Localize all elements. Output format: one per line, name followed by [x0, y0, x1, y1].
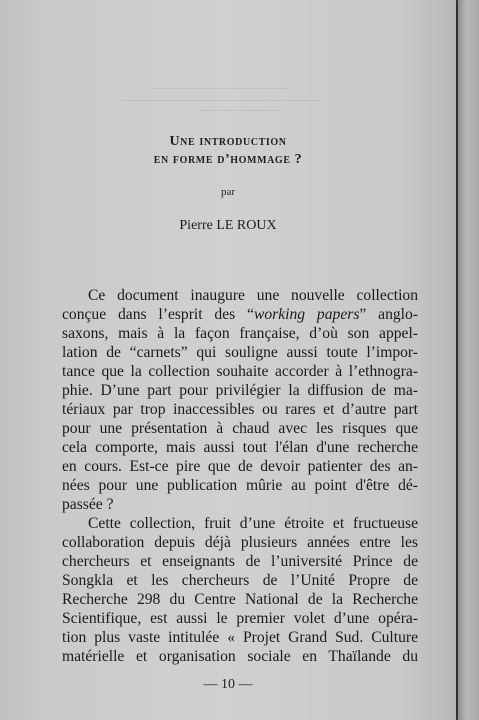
italic-phrase: working papers	[253, 306, 360, 323]
page-number: — 10 —	[203, 677, 253, 692]
body-line: en cours. Est-ce pire que de devoir patienter des an-	[62, 458, 418, 475]
body-line: Recherche 298 du Centre National de la Recherche	[62, 591, 418, 608]
body-line: phie. D’une part pour privilégier la diffusion de ma-	[62, 382, 418, 399]
adjacent-page-edge	[458, 0, 479, 720]
body-line: Cette collection, fruit d’une étroite et fructueuse	[88, 515, 418, 532]
body-line: cela comporte, mais aussi tout l'élan d'une recherche	[62, 439, 418, 456]
body-line: saxons, mais à la façon française, d’où son appel-	[62, 325, 418, 342]
body-line: tance que la collection souhaite accorder à l’ethnogra-	[62, 363, 418, 380]
chapter-title-line-1: Une introduction	[169, 134, 287, 149]
body-line: pour une présentation à chaud avec les risques que	[62, 420, 418, 437]
body-line: Ce document inaugure une nouvelle collection	[88, 287, 418, 304]
author-name: Pierre LE ROUX	[179, 218, 277, 233]
body-line: Songkla et les chercheurs de l’Unité Propre de	[62, 572, 418, 589]
byline-par: par	[220, 186, 236, 198]
body-line: collaboration depuis déjà plusieurs années entre les	[62, 534, 418, 551]
body-line: tion plus vaste intitulée « Projet Grand Sud. Culture	[62, 629, 418, 646]
body-line: matérielle et organisation sociale en Thaïlande du	[62, 648, 418, 665]
body-line: passée ?	[62, 496, 114, 513]
body-line-with-italic	[62, 305, 418, 324]
show-through-line	[200, 110, 280, 111]
body-line-end: ” anglo-	[359, 306, 418, 323]
body-line-start: conçue dans l’esprit des “	[62, 306, 254, 323]
body-line: nées pour une publication mûrie au point d'être dé-	[62, 477, 418, 494]
body-line: lation de “carnets” qui souligne aussi toute l’impor-	[62, 344, 418, 361]
show-through-line	[120, 100, 320, 101]
body-line: Scientifique, est aussi le premier volet d’une opéra-	[62, 610, 418, 627]
body-line: chercheurs et enseignants de l’université Prince de	[62, 553, 418, 570]
body-line: tériaux par trop inaccessibles ou rares et d’autre part	[62, 401, 418, 418]
chapter-title-line-2: en forme d’hommage ?	[153, 152, 303, 167]
show-through-line	[150, 88, 290, 89]
